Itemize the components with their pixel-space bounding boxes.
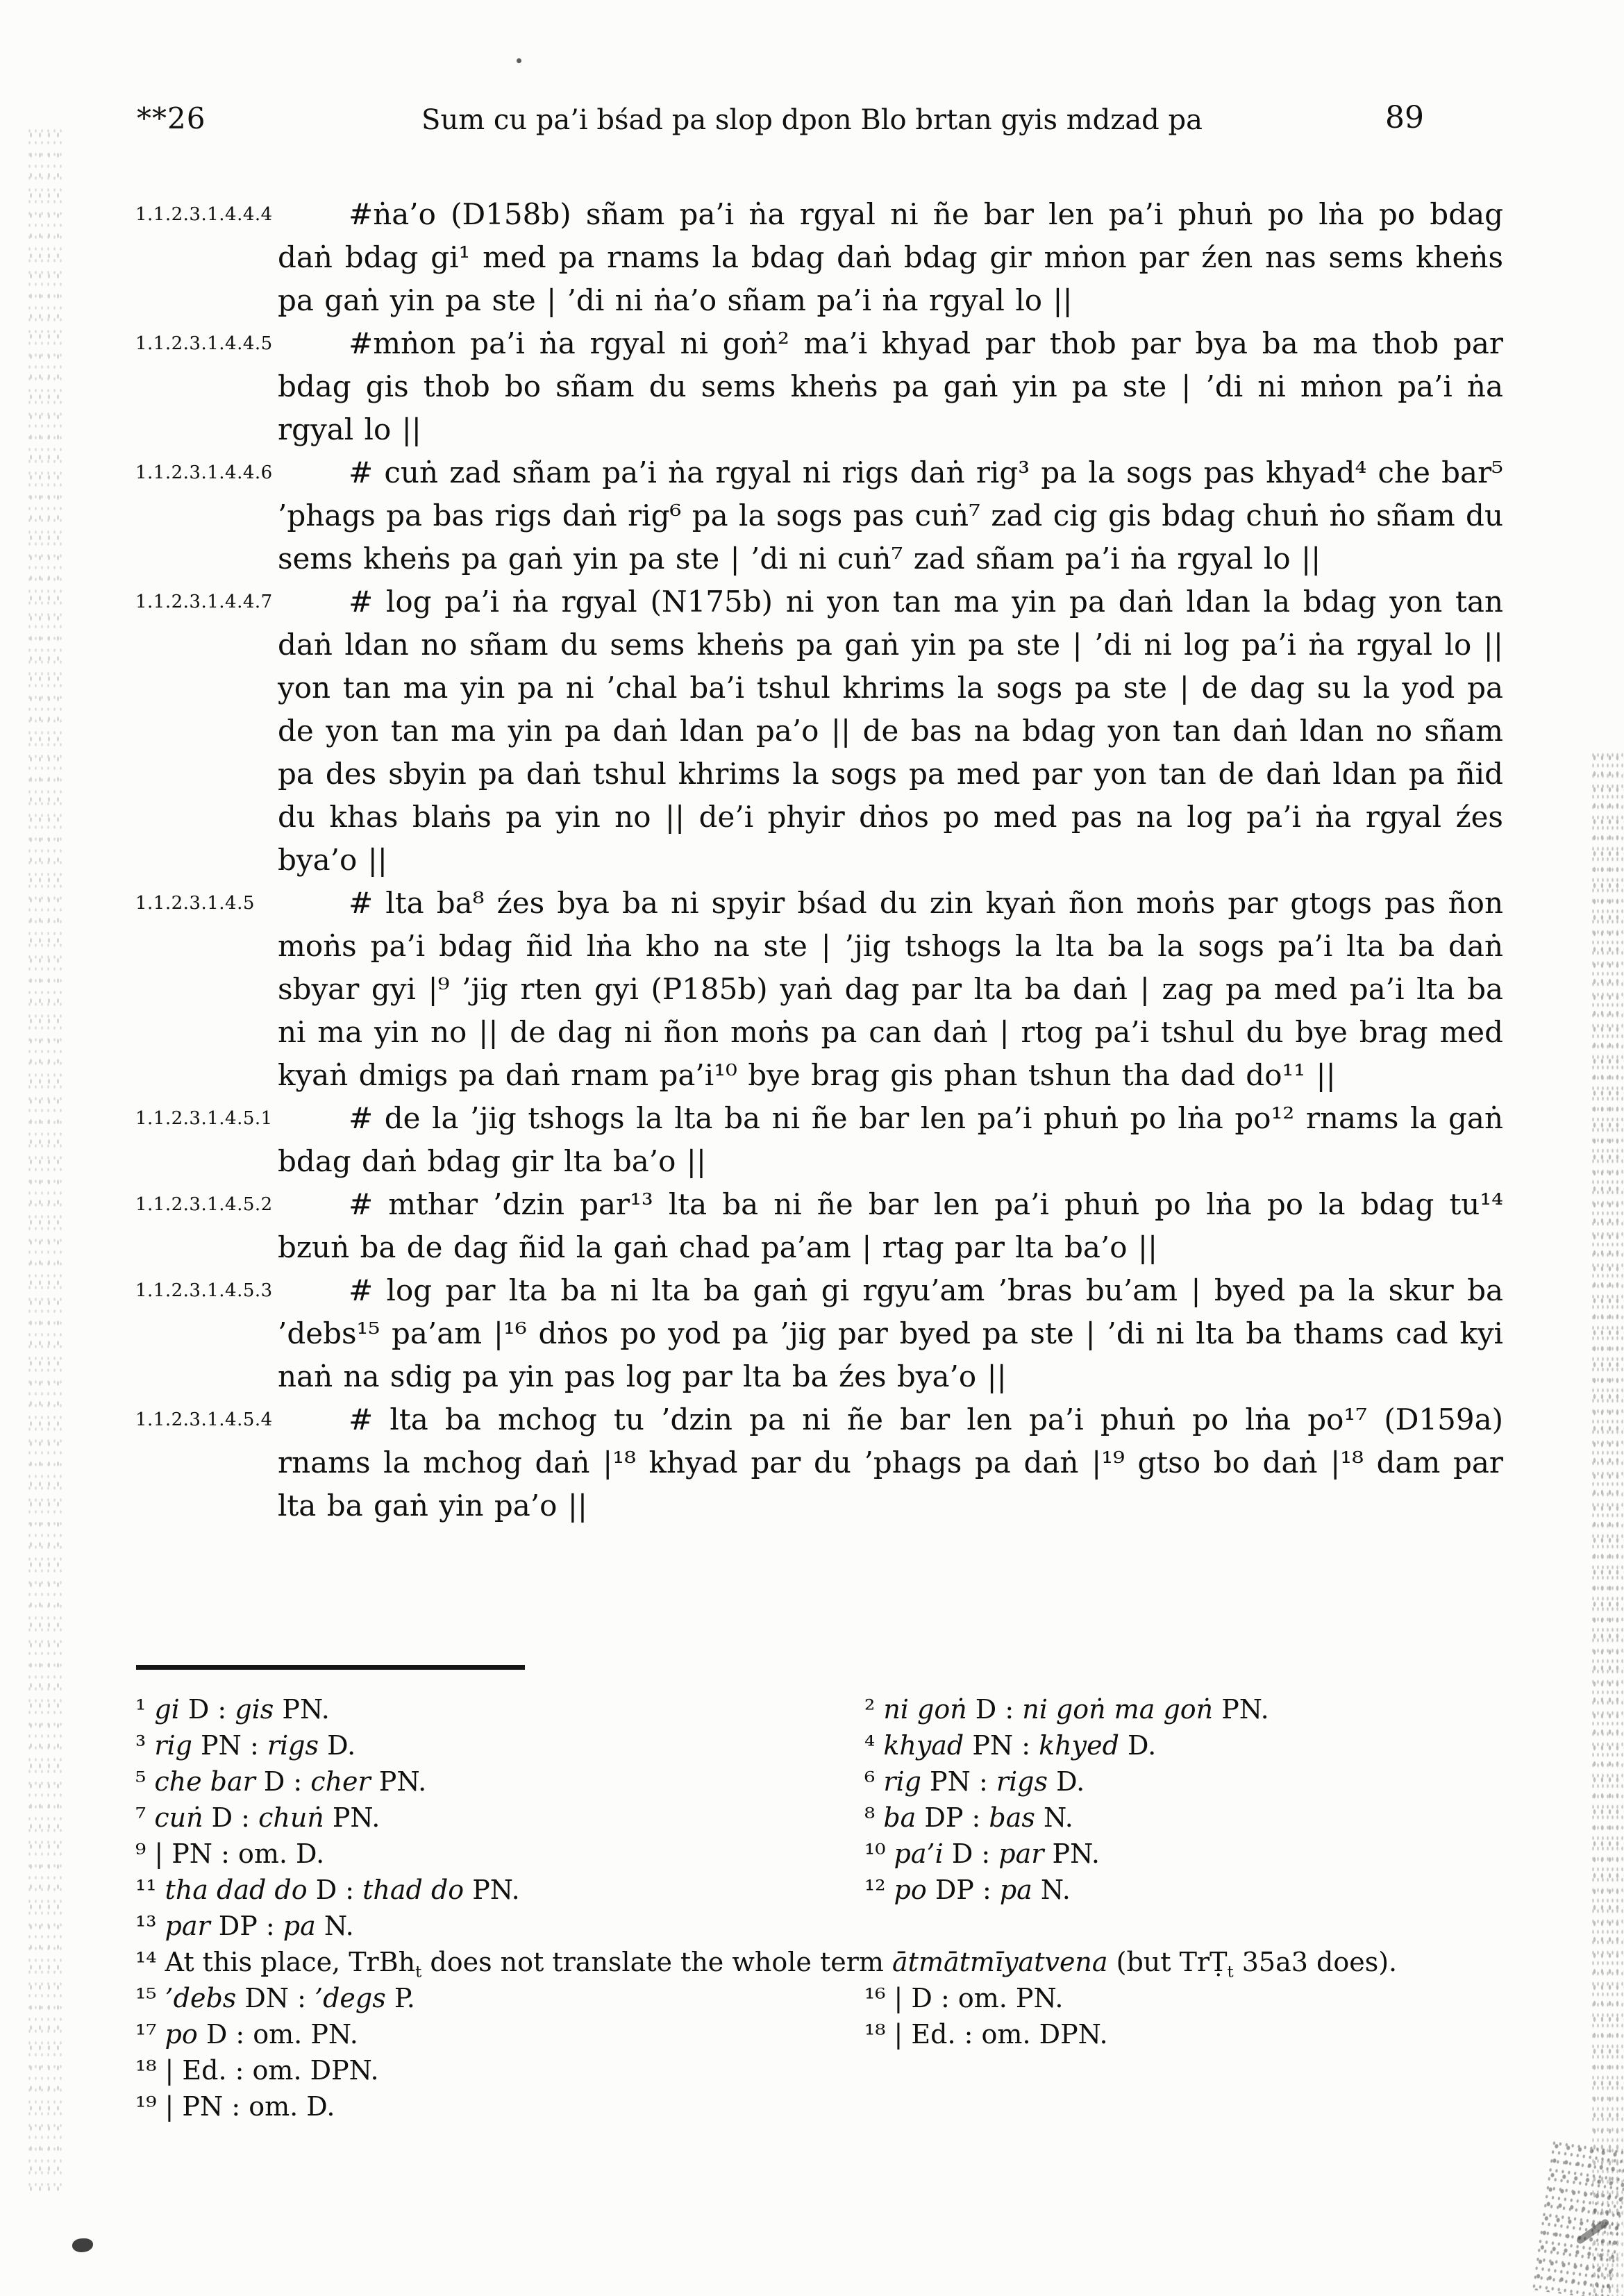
paragraph-text: #ṅa’o (D158b) sñam pa’i ṅa rgyal ni ñe bar len pa’i phuṅ po lṅa po bdag daṅ bdag gi¹ med pa rnams la bdag daṅ bdag gir mṅon par źen nas sems kheṅs pa gaṅ yin pa ste | ’di ni ṅa’o sñam pa’i ṅa rgyal lo || — [278, 197, 1503, 317]
paragraph-text: # log pa’i ṅa rgyal (N175b) ni yon tan ma yin pa daṅ ldan la bdag yon tan daṅ ldan no sñam du sems kheṅs pa gaṅ yin pa ste | ’di ni log pa’i ṅa rgyal lo || yon tan ma yin pa ni ’chal ba’i tshul khrims la sogs pa ste | de dag su la yod pa de yon tan ma yin pa daṅ ldan pa’o || de bas na bdag yon tan daṅ ldan no sñam pa des sbyin pa daṅ tshul khrims la sogs pa med par yon tan de daṅ ldan pa ñid du khas blaṅs pa yin no || de’i phyir dṅos po med pas na log pa’i ṅa rgyal źes bya’o || — [278, 585, 1503, 877]
footnote-row — [135, 1872, 1507, 1908]
footnote: ⁹ | PN : om. D. — [135, 1838, 325, 1869]
footnote: ¹⁵ ’debs DN : ’degs P. — [135, 1983, 415, 2013]
section-number: 1.1.2.3.1.4.4.4 — [135, 204, 273, 225]
footnote-row — [135, 1691, 1507, 1727]
footnote-separator — [136, 1665, 525, 1670]
paragraph-text: # lta ba⁸ źes bya ba ni spyir bśad du zin kyaṅ ñon moṅs par gtogs pas ñon moṅs pa’i bdag ñid lṅa kho na ste | ’jig tshogs la lta ba la sogs pa’i lta ba daṅ sbyar gyi |⁹ ’jig rten gyi (P185b) yaṅ dag par lta ba daṅ | zag pa med pa’i lta ba ni ma yin no || de dag ni ñon moṅs pa can daṅ | rtog pa’i tshul du bye brag med kyaṅ dmigs pa daṅ rnam pa’i¹⁰ bye brag gis phan tshun tha dad do¹¹ || — [278, 886, 1503, 1092]
footnote: ⁸ ba DP : bas N. — [864, 1802, 1073, 1833]
footnote: ¹³ par DP : pa N. — [135, 1911, 354, 1941]
footnote-row — [135, 1980, 1507, 2016]
section-number: 1.1.2.3.1.4.4.7 — [135, 592, 273, 612]
paragraph-row — [135, 1183, 1503, 1269]
section-number: 1.1.2.3.1.4.5.2 — [135, 1194, 273, 1215]
footnote: ¹⁶ | D : om. PN. — [864, 1983, 1064, 2013]
paragraph-text: # de la ’jig tshogs la lta ba ni ñe bar len pa’i phuṅ po lṅa po¹² rnams la gaṅ bdag daṅ bdag gir lta ba’o || — [278, 1101, 1503, 1178]
paragraph-row — [135, 1269, 1503, 1398]
paragraph-row — [135, 580, 1503, 882]
scan-dot-top — [517, 58, 521, 63]
footnote: ¹⁰ pa’i D : par PN. — [864, 1838, 1100, 1869]
section-number: 1.1.2.3.1.4.5.4 — [135, 1409, 273, 1430]
paragraph-row — [135, 1398, 1503, 1527]
paragraph-text: # log par lta ba ni lta ba gaṅ gi rgyu’am ’bras bu’am | byed pa la skur ba ’debs¹⁵ pa’am |¹⁶ dṅos po yod pa ’jig par byed pa ste | ’di ni lta ba thams cad kyi naṅ na sdig pa yin pas log par lta ba źes bya’o || — [278, 1273, 1503, 1393]
section-number: 1.1.2.3.1.4.5.1 — [135, 1108, 273, 1129]
paragraph-row — [135, 322, 1503, 451]
footnote: ¹⁷ po D : om. PN. — [135, 2019, 358, 2050]
footnote-row — [135, 1727, 1507, 1763]
footnote-row — [135, 2016, 1507, 2052]
footnote: ¹⁹ | PN : om. D. — [135, 2091, 335, 2122]
footnote-row — [135, 1836, 1507, 1872]
footnote: ⁷ cuṅ D : chuṅ PN. — [135, 1802, 380, 1833]
footnote: ¹⁸ | Ed. : om. DPN. — [135, 2055, 379, 2086]
section-number: 1.1.2.3.1.4.5.3 — [135, 1280, 273, 1301]
footnote-row — [135, 2052, 1507, 2088]
paragraph-text: # mthar ’dzin par¹³ lta ba ni ñe bar len pa’i phuṅ po lṅa po la bdag tu¹⁴ bzuṅ ba de dag ñid la gaṅ chad pa’am | rtag par lta ba’o || — [278, 1187, 1503, 1264]
running-title: Sum cu pa’i bśad pa slop dpon Blo brtan gyis mdzad pa — [421, 104, 1203, 136]
footnote: ¹² po DP : pa N. — [864, 1875, 1071, 1905]
paragraph-row — [135, 882, 1503, 1097]
section-number: 1.1.2.3.1.4.4.5 — [135, 333, 273, 354]
paragraph-text: # cuṅ zad sñam pa’i ṅa rgyal ni rigs daṅ rig³ pa la sogs pas khyad⁴ che bar⁵ ’phags pa bas rigs daṅ rig⁶ pa la sogs pas cuṅ⁷ zad cig gis bdag chuṅ ṅo sñam du sems kheṅs pa gaṅ yin pa ste | ’di ni cuṅ⁷ zad sñam pa’i ṅa rgyal lo || — [278, 455, 1503, 576]
footnote-row — [135, 1763, 1507, 1800]
page-number: 89 — [1385, 100, 1424, 135]
paragraph-text: # lta ba mchog tu ’dzin pa ni ñe bar len pa’i phuṅ po lṅa po¹⁷ (D159a) rnams la mchog daṅ |¹⁸ khyad par du ’phags pa daṅ |¹⁹ gtso bo daṅ |¹⁸ dam par lta ba gaṅ yin pa’o || — [278, 1402, 1503, 1523]
paragraph-row — [135, 193, 1503, 322]
edition-text-block — [135, 193, 1503, 1527]
footnote-row — [135, 2088, 1507, 2125]
scan-noise-corner — [1530, 2138, 1624, 2296]
footnote-row — [135, 1908, 1507, 1944]
scan-noise-right-edge — [1591, 750, 1624, 2296]
footnote: ³ rig PN : rigs D. — [135, 1730, 356, 1761]
footnote — [864, 1908, 1507, 1944]
footnote — [864, 2052, 1507, 2088]
footnote: ¹ gi D : gis PN. — [135, 1694, 330, 1725]
paragraph-row — [135, 451, 1503, 580]
footnote: ² ni goṅ D : ni goṅ ma goṅ PN. — [864, 1694, 1269, 1725]
footnote-wide: ¹⁴ At this place, TrBh$_t$ does not translate the whole term ātmātmīyatvena (but TrṬ$_t$ 35a3 does). — [135, 1947, 1398, 1981]
paragraph-text: #mṅon pa’i ṅa rgyal ni goṅ² ma’i khyad par thob par bya ba ma thob par bdag gis thob bo sñam du sems kheṅs pa gaṅ yin pa ste | ’di ni mṅon pa’i ṅa rgyal lo || — [278, 326, 1503, 446]
footnote: ¹¹ tha dad do D : thad do PN. — [135, 1875, 520, 1905]
scan-streak-bottom-right — [1575, 2218, 1610, 2245]
footnote: ⁴ khyad PN : khyed D. — [864, 1730, 1157, 1761]
footnote: ⁵ che bar D : cher PN. — [135, 1766, 427, 1797]
footnote-row — [135, 1800, 1507, 1836]
critical-apparatus — [135, 1691, 1507, 2125]
header-siglum: **26 — [137, 101, 206, 135]
footnote — [864, 2088, 1507, 2125]
footnote: ¹⁸ | Ed. : om. DPN. — [864, 2019, 1108, 2050]
section-number: 1.1.2.3.1.4.5 — [135, 893, 255, 914]
paragraph-row — [135, 1097, 1503, 1183]
scan-blot-bottom-left — [72, 2238, 93, 2252]
section-number: 1.1.2.3.1.4.4.6 — [135, 462, 273, 483]
scan-noise-left-edge — [26, 125, 65, 2194]
footnote: ⁶ rig PN : rigs D. — [864, 1766, 1085, 1797]
